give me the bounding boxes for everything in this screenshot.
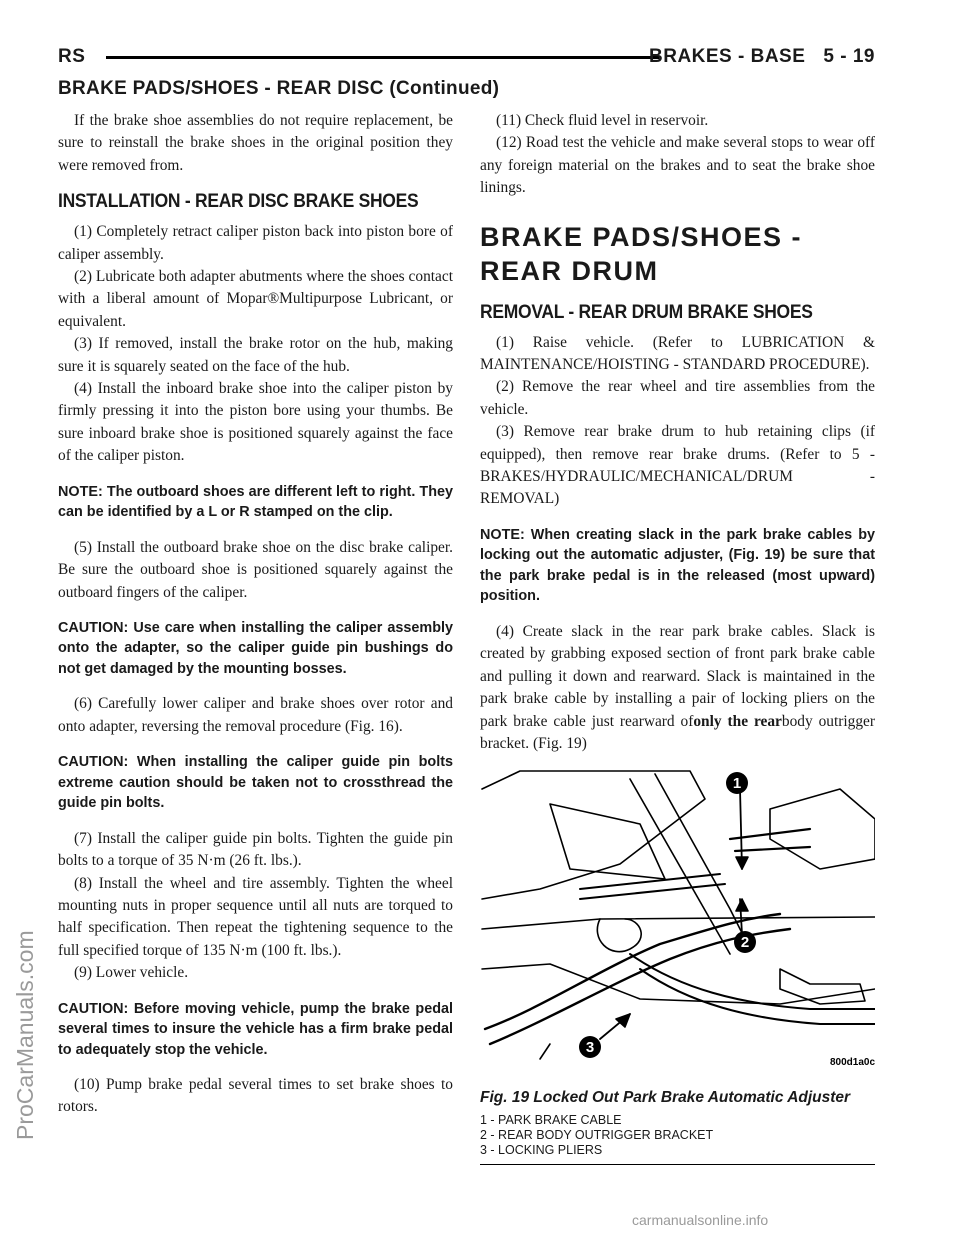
header-right	[631, 46, 875, 68]
page-header	[58, 46, 875, 68]
figure-rule	[480, 1164, 875, 1165]
step-11: (11) Check fluid level in reservoir.	[496, 112, 709, 129]
step-4: (4) Install the inboard brake shoe into the caliper piston by firmly pressing it into the piston bore using your thumbs. Be sure inboard brake shoe is positioned squarely against the face of the caliper piston.	[58, 380, 453, 465]
note: NOTE: When creating slack in the park brake cables by locking out the automatic adjuster, (Fig. 19) be sure that the park brake pedal is in the released (most upward) position.	[480, 526, 875, 605]
step-12: (12) Road test the vehicle and make several stops to wear off any foreign material on the brakes and to seat the brake shoe linings.	[480, 134, 875, 197]
step-text: body outrigger bracket. (Fig. 19)	[480, 712, 875, 752]
legend-item: 1 - PARK BRAKE CABLE	[480, 1113, 622, 1128]
step-8: (8) Install the wheel and tire assembly. Tighten the wheel mounting nuts in proper sequence until all nuts are torqued to half specification. Then repeat the tightening sequence to the full specified torque of 135 N·m (100 ft. lbs.).	[58, 874, 453, 959]
note: NOTE: The outboard shoes are different left to right. They can be identified by a L or R stamped on the clip.	[58, 483, 453, 521]
step-2: (2) Lubricate both adapter abutments where the shoes contact with a liberal amount of Mopar®Multipurpose Lubricant, or equivalent.	[58, 268, 453, 330]
removal-step-4	[480, 621, 875, 755]
caution: CAUTION: Before moving vehicle, pump the brake pedal several times to insure the vehicle has a firm brake pedal to adequately stop the vehicle.	[58, 1000, 453, 1058]
header-model: RS	[58, 46, 86, 67]
header-rule	[106, 56, 659, 59]
main-heading: BRAKE PADS/SHOES - REAR DRUM	[480, 221, 803, 286]
callout-3: 3	[585, 1039, 595, 1057]
step-7: (7) Install the caliper guide pin bolts. Tighten the guide pin bolts to a torque of 35 N·m (26 ft. lbs.).	[58, 829, 453, 870]
watermark-text: ProCarManuals.com	[12, 930, 38, 1140]
footer-site-text: carmanualsonline.info	[632, 1212, 769, 1228]
continued-title: BRAKE PADS/SHOES - REAR DISC (Continued)	[58, 78, 500, 99]
left-column	[58, 110, 453, 1119]
caution: CAUTION: When installing the caliper guide pin bolts extreme caution should be taken not to crossthread the guide pin bolts.	[58, 754, 453, 812]
header-page-number: 5 - 19	[823, 46, 875, 67]
legend-item: 2 - REAR BODY OUTRIGGER BRACKET	[480, 1128, 714, 1143]
paragraph: If the brake shoe assemblies do not require replacement, be sure to reinstall the brake shoes in the original position they were removed from.	[58, 112, 453, 174]
bracket-shape	[780, 969, 865, 1004]
pliers-box	[770, 789, 875, 869]
legend-item: 3 - LOCKING PLIERS	[480, 1143, 603, 1158]
step-3: (3) If removed, install the brake rotor on the hub, making sure it is squarely seated on the face of the hub.	[58, 335, 453, 375]
figure-code: 800d1a0c	[830, 1057, 875, 1069]
callout-1: 1	[732, 775, 742, 793]
section-heading: INSTALLATION - REAR DISC BRAKE SHOES	[58, 191, 419, 213]
step-5: (5) Install the outboard brake shoe on the disc brake caliper. Be sure the outboard shoe is positioned squarely against the outboard fingers of the caliper.	[58, 538, 453, 601]
step-10: (10) Pump brake pedal several times to set brake shoes to rotors.	[58, 1076, 453, 1116]
right-column	[480, 110, 875, 1165]
step-emphasis: only the rear	[693, 712, 782, 730]
caution: CAUTION: Use care when installing the caliper assembly onto the adapter, so the caliper guide pin bushings do not get damaged by the mounting bosses.	[58, 619, 453, 677]
figure-illustration	[480, 769, 875, 1081]
removal-step-2: (2) Remove the rear wheel and tire assemblies from the vehicle.	[480, 378, 875, 418]
header-section: BRAKES - BASE	[649, 46, 806, 67]
callout-2: 2	[740, 934, 750, 952]
step-1: (1) Completely retract caliper piston back into piston bore of caliper assembly.	[58, 223, 453, 263]
park-brake-illustration	[480, 769, 875, 1081]
step-9: (9) Lower vehicle.	[74, 964, 189, 982]
section-heading: REMOVAL - REAR DRUM BRAKE SHOES	[480, 301, 813, 323]
removal-step-3: (3) Remove rear brake drum to hub retaining clips (if equipped), then remove rear brake drums. (Refer to 5 - BRAKES/HYDRAULIC/MECHANICAL/DRUM - REMOVAL)	[480, 423, 875, 508]
hand	[597, 919, 641, 952]
step-text: (4) Create slack in the rear park brake cables. Slack is created by grabbing exposed section of front park brake cable and pulling it down and rearward. Slack is maintained in the park brake cable by installing a pair of locking pliers on the park brake cable just rearward of	[480, 622, 875, 730]
step-6: (6) Carefully lower caliper and brake shoes over rotor and onto adapter, reversing the removal procedure (Fig. 16).	[58, 695, 453, 735]
removal-step-1: (1) Raise vehicle. (Refer to LUBRICATION & MAINTENANCE/HOISTING - STANDARD PROCEDURE).	[480, 333, 875, 374]
figure-caption: Fig. 19 Locked Out Park Brake Automatic Adjuster	[480, 1089, 851, 1107]
